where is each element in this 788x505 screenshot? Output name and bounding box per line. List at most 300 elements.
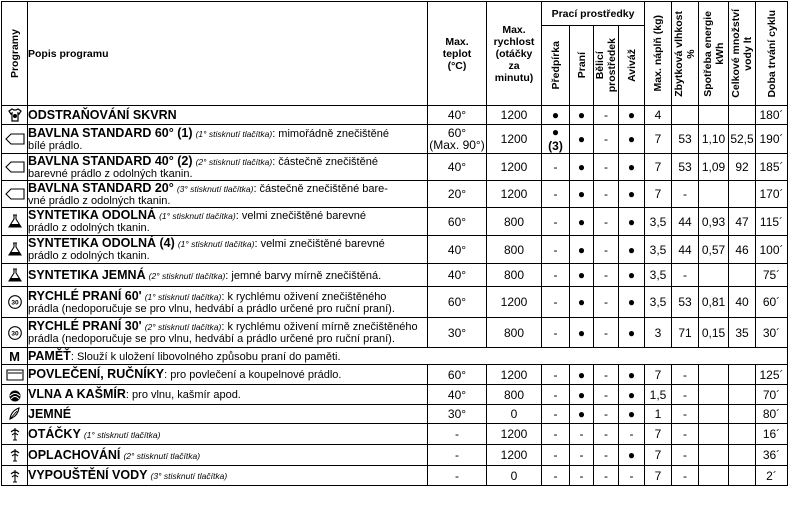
- load-cell: 3,5: [645, 208, 672, 236]
- sheet-icon: [2, 365, 28, 385]
- prewash-cell: -: [542, 385, 570, 405]
- header-belici-line2: prostředek: [606, 38, 618, 93]
- stain-icon: [2, 106, 28, 125]
- flask-icon: [2, 208, 28, 236]
- table-row: [2, 318, 788, 348]
- header-avivaz: [619, 26, 645, 106]
- prewash-value: -: [553, 268, 558, 282]
- program-description: [28, 125, 428, 154]
- program-note: (2° stisknutí tlačítka): [144, 322, 222, 332]
- header-max-rychlost-line4: za: [508, 59, 520, 72]
- water-cell: [729, 445, 756, 466]
- water-cell: [729, 424, 756, 445]
- bleach-cell: -: [594, 318, 619, 348]
- tshirt-icon: [2, 125, 28, 154]
- header-belici: [594, 26, 619, 106]
- prewash-value: ●: [551, 108, 560, 122]
- table-row: [2, 405, 788, 424]
- svg-text:30: 30: [10, 330, 19, 337]
- table-row: [2, 208, 788, 236]
- program-description: [28, 445, 428, 466]
- header-vlhkost: [672, 2, 699, 106]
- program-desc-line2: prádla (nedoporučuje se pro vlnu, hedvábí a prádlo určené pro ruční praní).: [28, 302, 395, 315]
- program-table-container: [1, 1, 787, 504]
- speed-cell: 1200: [487, 445, 542, 466]
- wash-cell: ●: [570, 106, 594, 125]
- header-max-rychlost: [487, 2, 542, 106]
- wash-cell: ●: [570, 365, 594, 385]
- humidity-cell: -: [672, 181, 699, 208]
- humidity-cell: 53: [672, 154, 699, 181]
- water-cell: [729, 466, 756, 486]
- prewash-value: -: [553, 160, 558, 174]
- load-cell: 3,5: [645, 287, 672, 318]
- program-note: (3° stisknutí tlačítka): [150, 471, 228, 481]
- tshirt-icon: [2, 154, 28, 181]
- bleach-cell: -: [594, 445, 619, 466]
- load-cell: 7: [645, 424, 672, 445]
- temperature-cell: 40°: [428, 385, 487, 405]
- program-desc: : pro vlnu, kašmír apod.: [125, 389, 241, 401]
- water-cell: 92: [729, 154, 756, 181]
- temperature-cell: [428, 181, 487, 208]
- bleach-cell: -: [594, 106, 619, 125]
- program-desc-line2: prádlo z odolných tkanin.: [28, 250, 150, 262]
- softener-cell: ●: [619, 125, 645, 154]
- load-cell: 7: [645, 445, 672, 466]
- load-cell: 1,5: [645, 385, 672, 405]
- header-avivaz-label: Aviváž: [625, 49, 638, 82]
- humidity-cell: -: [672, 424, 699, 445]
- energy-cell: 0,15: [699, 318, 729, 348]
- wash-cell: ●: [570, 385, 594, 405]
- wash-cell: -: [570, 466, 594, 486]
- water-cell: [729, 106, 756, 125]
- spin-icon: [2, 424, 28, 445]
- feather-icon: [2, 405, 28, 424]
- temperature-cell: -: [428, 466, 487, 486]
- clock-icon: [2, 287, 28, 318]
- energy-cell: 1,09: [699, 154, 729, 181]
- humidity-cell: 53: [672, 287, 699, 318]
- program-description: [28, 287, 428, 318]
- water-cell: [729, 405, 756, 424]
- duration-cell: 100´: [756, 236, 788, 264]
- speed-cell: 800: [487, 318, 542, 348]
- program-name: POVLEČENÍ, RUČNÍKY: [28, 367, 165, 381]
- load-cell: 7: [645, 154, 672, 181]
- bleach-cell: -: [594, 236, 619, 264]
- energy-cell: [699, 385, 729, 405]
- prewash-cell: [542, 264, 570, 287]
- program-note: (1° stisknutí tlačítka): [144, 291, 222, 302]
- header-max-napln-label: Max. náplň (kg): [652, 15, 664, 92]
- duration-cell: 185´: [756, 154, 788, 181]
- bleach-cell: -: [594, 385, 619, 405]
- softener-cell: ●: [619, 236, 645, 264]
- memory-desc: : Slouží k uložení libovolného způsobu praní do paměti.: [70, 350, 341, 363]
- energy-cell: [699, 466, 729, 486]
- water-cell: 40: [729, 287, 756, 318]
- humidity-cell: -: [672, 466, 699, 486]
- temperature-value: 60°: [447, 126, 467, 140]
- program-name: OPLACHOVÁNÍ: [28, 447, 121, 462]
- program-desc: : velmi znečištěné barevné: [235, 210, 366, 222]
- program-name: SYNTETIKA JEMNÁ: [28, 267, 146, 282]
- program-name: RYCHLÉ PRANÍ 60': [28, 288, 142, 303]
- wash-cell: ●: [570, 125, 594, 154]
- load-cell: 7: [645, 466, 672, 486]
- table-row: [2, 264, 788, 287]
- header-vlhkost-line2: %: [685, 48, 697, 59]
- program-name: ODSTRAŇOVÁNÍ SKVRN: [28, 107, 177, 122]
- table-row: [2, 125, 788, 154]
- prewash-value: -: [553, 325, 558, 340]
- prewash-cell: -: [542, 405, 570, 424]
- softener-cell: ●: [619, 405, 645, 424]
- prewash-value: -: [553, 295, 558, 309]
- humidity-cell: [672, 106, 699, 125]
- speed-cell: 1200: [487, 125, 542, 154]
- flask-icon: [2, 264, 28, 287]
- energy-cell: 0,93: [699, 208, 729, 236]
- softener-cell: ●: [619, 154, 645, 181]
- temperature-cell: [428, 318, 487, 348]
- softener-cell: ●: [619, 181, 645, 208]
- softener-cell: -: [619, 466, 645, 486]
- softener-cell: ●: [619, 445, 645, 466]
- table-row: [2, 181, 788, 208]
- prewash-value: ●: [551, 125, 560, 139]
- load-cell: 7: [645, 365, 672, 385]
- load-cell: 3,5: [645, 236, 672, 264]
- program-note: (2° stisknutí tlačítka): [195, 156, 273, 167]
- header-max-rychlost-line3: (otáčky: [495, 47, 533, 60]
- program-description: [28, 365, 428, 385]
- wash-cell: ●: [570, 236, 594, 264]
- header-programy: [2, 2, 28, 106]
- program-description: [28, 154, 428, 181]
- duration-cell: 80´: [756, 405, 788, 424]
- load-cell: 4: [645, 106, 672, 125]
- softener-cell: ●: [619, 318, 645, 348]
- bleach-cell: -: [594, 424, 619, 445]
- header-max-rychlost-line5: minutu): [494, 71, 534, 84]
- program-note: (1° stisknutí tlačítka): [177, 239, 255, 249]
- temperature-cell: [428, 287, 487, 318]
- bleach-cell: -: [594, 208, 619, 236]
- humidity-cell: -: [672, 385, 699, 405]
- humidity-cell: 71: [672, 318, 699, 348]
- humidity-cell: -: [672, 264, 699, 287]
- wash-cell: ●: [570, 264, 594, 287]
- header-popis: Popis programu: [28, 2, 428, 106]
- prewash-cell: [542, 106, 570, 125]
- program-desc: : k rychlému oživení znečištěného: [221, 290, 387, 303]
- program-desc-line2: barevné prádlo z odolných tkanin.: [28, 167, 193, 180]
- speed-cell: 1200: [487, 106, 542, 125]
- energy-cell: 0,81: [699, 287, 729, 318]
- energy-cell: [699, 445, 729, 466]
- program-description: [28, 466, 428, 486]
- prewash-value: -: [553, 242, 558, 257]
- program-desc-line2: prádlo z odolných tkanin.: [28, 222, 150, 234]
- table-row: [2, 236, 788, 264]
- spin-icon: [2, 445, 28, 466]
- wash-cell: ●: [570, 208, 594, 236]
- water-cell: 35: [729, 318, 756, 348]
- speed-cell: 1200: [487, 365, 542, 385]
- duration-cell: 30´: [756, 318, 788, 348]
- header-max-teplot-line1: Max.: [445, 35, 469, 48]
- program-name: BAVLNA STANDARD 40° (2): [28, 153, 193, 168]
- program-desc-line2: vné prádlo z odolných tkanin.: [28, 194, 171, 207]
- program-name: BAVLNA STANDARD 60° (1): [28, 125, 193, 140]
- temperature-value: 20°: [447, 187, 467, 201]
- program-note: (1° stisknutí tlačítka): [195, 128, 273, 139]
- temperature-cell: [428, 264, 487, 287]
- wash-cell: ●: [570, 318, 594, 348]
- load-cell: 3: [645, 318, 672, 348]
- program-description: [28, 208, 428, 236]
- bleach-cell: -: [594, 181, 619, 208]
- table-row: [2, 466, 788, 486]
- softener-cell: ●: [619, 365, 645, 385]
- temperature-cell: 30°: [428, 405, 487, 424]
- header-row-1: [2, 2, 788, 26]
- water-cell: [729, 365, 756, 385]
- table-row: [2, 154, 788, 181]
- flask-icon: [2, 236, 28, 264]
- temperature-cell: [428, 208, 487, 236]
- clock-icon: [2, 318, 28, 348]
- energy-cell: [699, 424, 729, 445]
- program-desc: : částečně znečištěné: [272, 155, 378, 168]
- header-max-teplot: [428, 2, 487, 106]
- svg-text:30: 30: [10, 299, 19, 307]
- energy-cell: [699, 181, 729, 208]
- speed-cell: 0: [487, 466, 542, 486]
- header-voda-line1: Celkové množství: [730, 9, 742, 98]
- duration-cell: 190´: [756, 125, 788, 154]
- energy-cell: [699, 106, 729, 125]
- table-row: [2, 287, 788, 318]
- table-row: [2, 385, 788, 405]
- header-voda: [729, 2, 756, 106]
- temperature-cell: -: [428, 424, 487, 445]
- prewash-cell: -: [542, 466, 570, 486]
- humidity-cell: 53: [672, 125, 699, 154]
- header-praci-prostredky: Prací prostředky: [542, 2, 645, 26]
- wool-icon: [2, 385, 28, 405]
- humidity-cell: 44: [672, 208, 699, 236]
- prewash-cell: -: [542, 424, 570, 445]
- program-name: VLNA A KAŠMÍR: [28, 387, 126, 401]
- program-table: [1, 1, 788, 486]
- program-desc-line2: prádla (nedoporučuje se pro vlnu, hedvábí a prádlo určené pro ruční praní).: [28, 333, 395, 345]
- program-name: RYCHLÉ PRANÍ 30': [28, 319, 142, 333]
- memory-description: [28, 348, 788, 365]
- speed-cell: 800: [487, 385, 542, 405]
- tshirt-icon: [2, 181, 28, 208]
- temperature-max-value: (Max. 90°): [429, 138, 485, 152]
- program-description: [28, 405, 428, 424]
- energy-cell: [699, 365, 729, 385]
- bleach-cell: -: [594, 365, 619, 385]
- program-note: (2° stisknutí tlačítka): [123, 450, 201, 461]
- prewash-cell: [542, 287, 570, 318]
- humidity-cell: 44: [672, 236, 699, 264]
- header-voda-line2: vody lt: [742, 36, 754, 71]
- program-desc: : jemné barvy mírně znečištěná.: [225, 269, 382, 282]
- program-note: (1° stisknutí tlačítka): [159, 211, 236, 221]
- load-cell: 7: [645, 181, 672, 208]
- speed-cell: 1200: [487, 287, 542, 318]
- header-prani-label: Praní: [575, 52, 588, 79]
- header-predpirka: [542, 26, 570, 106]
- load-cell: 3,5: [645, 264, 672, 287]
- water-cell: 52,5: [729, 125, 756, 154]
- wash-cell: ●: [570, 154, 594, 181]
- softener-cell: ●: [619, 264, 645, 287]
- speed-cell: 1200: [487, 424, 542, 445]
- water-cell: [729, 264, 756, 287]
- wash-cell: -: [570, 424, 594, 445]
- table-row: [2, 365, 788, 385]
- energy-cell: 0,57: [699, 236, 729, 264]
- header-vlhkost-line1: Zbytková vlhkost: [673, 10, 685, 97]
- wash-cell: ●: [570, 405, 594, 424]
- header-max-teplot-line2: teplot: [442, 47, 472, 60]
- bleach-cell: -: [594, 125, 619, 154]
- duration-cell: 75´: [756, 264, 788, 287]
- table-row-memory: [2, 348, 788, 365]
- program-name: OTÁČKY: [28, 426, 81, 441]
- duration-cell: 115´: [756, 208, 788, 236]
- speed-cell: 800: [487, 236, 542, 264]
- energy-cell: [699, 264, 729, 287]
- header-belici-line1: Bělicí: [594, 51, 606, 80]
- memory-name: PAMĚŤ: [28, 348, 71, 363]
- wash-cell: -: [570, 445, 594, 466]
- program-description: [28, 181, 428, 208]
- speed-cell: 1200: [487, 154, 542, 181]
- softener-cell: ●: [619, 208, 645, 236]
- speed-cell: 1200: [487, 181, 542, 208]
- program-name: VYPOUŠTĚNÍ VODY: [28, 468, 148, 482]
- temperature-value: 40°: [447, 108, 467, 122]
- softener-cell: ●: [619, 385, 645, 405]
- prewash-cell: [542, 318, 570, 348]
- program-desc: : k rychlému oživení mírně znečištěného: [221, 321, 418, 333]
- program-note: (2° stisknutí tlačítka): [148, 270, 226, 281]
- prewash-cell: -: [542, 445, 570, 466]
- water-cell: [729, 181, 756, 208]
- wash-cell: ●: [570, 181, 594, 208]
- softener-cell: ●: [619, 287, 645, 318]
- temperature-value: 40°: [447, 268, 467, 282]
- duration-cell: 2´: [756, 466, 788, 486]
- speed-cell: 0: [487, 405, 542, 424]
- header-max-teplot-line3: (°C): [447, 59, 467, 72]
- program-desc: : mimořádně znečištěné: [272, 127, 389, 140]
- softener-cell: ●: [619, 106, 645, 125]
- prewash-cell: [542, 181, 570, 208]
- program-name: JEMNÉ: [28, 406, 72, 421]
- spin-icon: [2, 466, 28, 486]
- prewash-value: -: [553, 214, 558, 229]
- load-cell: 7: [645, 125, 672, 154]
- header-energie-line1: Spotřeba energie: [701, 10, 714, 97]
- prewash-cell: [542, 154, 570, 181]
- bleach-cell: -: [594, 154, 619, 181]
- program-description: [28, 385, 428, 405]
- wash-cell: ●: [570, 287, 594, 318]
- water-cell: 46: [729, 236, 756, 264]
- program-desc: : velmi znečištěné barevné: [254, 238, 385, 250]
- temperature-cell: [428, 125, 487, 154]
- water-cell: [729, 385, 756, 405]
- temperature-value: 60°: [447, 295, 467, 309]
- temperature-cell: -: [428, 445, 487, 466]
- humidity-cell: -: [672, 445, 699, 466]
- softener-cell: -: [619, 424, 645, 445]
- speed-cell: 800: [487, 208, 542, 236]
- temperature-value: 60°: [447, 214, 467, 229]
- header-max-rychlost-line2: rychlost: [493, 35, 535, 48]
- program-description: [28, 424, 428, 445]
- duration-cell: 16´: [756, 424, 788, 445]
- prewash-value: -: [553, 187, 558, 201]
- prewash-cell: -: [542, 365, 570, 385]
- header-doba-label: Doba trvání cyklu: [765, 9, 778, 98]
- energy-cell: [699, 405, 729, 424]
- program-name: SYNTETIKA ODOLNÁ: [28, 208, 157, 222]
- duration-cell: 170´: [756, 181, 788, 208]
- temperature-cell: [428, 154, 487, 181]
- header-max-rychlost-line1: Max.: [502, 23, 526, 36]
- energy-cell: 1,10: [699, 125, 729, 154]
- program-description: [28, 106, 428, 125]
- duration-cell: 60´: [756, 287, 788, 318]
- temperature-cell: 60°: [428, 365, 487, 385]
- prewash-cell: [542, 208, 570, 236]
- program-desc-line2: bílé prádlo.: [28, 139, 83, 152]
- load-cell: 1: [645, 405, 672, 424]
- temperature-cell: [428, 106, 487, 125]
- duration-cell: 36´: [756, 445, 788, 466]
- bleach-cell: -: [594, 466, 619, 486]
- prewash-note: (3): [548, 139, 563, 153]
- program-rows: [2, 106, 788, 348]
- duration-cell: 180´: [756, 106, 788, 125]
- program-rows-lower: [2, 365, 788, 486]
- header-predpirka-label: Předpírka: [549, 41, 562, 90]
- program-note: (3° stisknutí tlačítka): [176, 183, 254, 194]
- bleach-cell: -: [594, 264, 619, 287]
- temperature-value: 40°: [447, 160, 467, 174]
- duration-cell: 70´: [756, 385, 788, 405]
- water-cell: 47: [729, 208, 756, 236]
- table-row: [2, 445, 788, 466]
- header-energie-line2: kWh: [713, 42, 726, 65]
- table-row: [2, 106, 788, 125]
- program-description: [28, 318, 428, 348]
- duration-cell: 125´: [756, 365, 788, 385]
- program-desc: : pro povlečení a koupelnové prádlo.: [164, 369, 342, 381]
- temperature-value: 30°: [447, 325, 467, 340]
- memory-icon: M: [2, 348, 28, 365]
